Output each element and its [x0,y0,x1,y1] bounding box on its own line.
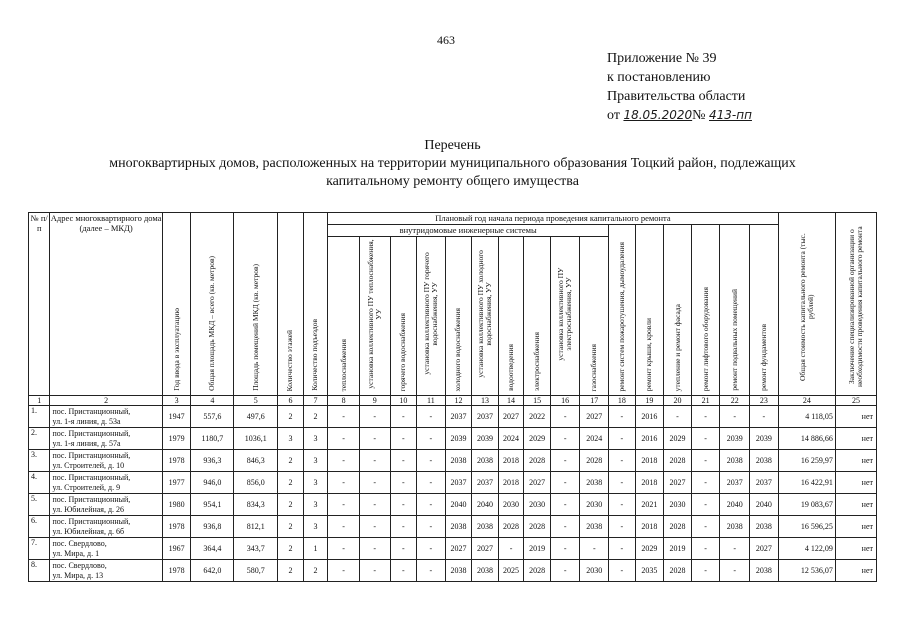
data-cell: - [417,406,446,428]
data-cell: 2029 [524,428,551,450]
table-row [29,406,877,428]
column-number: 20 [664,396,692,406]
data-cell: 834,3 [234,494,278,516]
header-roof: ремонт крыши, кровли [635,225,664,396]
data-cell: - [328,494,360,516]
column-number: 21 [691,396,720,406]
from-label: от [607,108,620,123]
data-cell: - [609,472,636,494]
header-electricity-meter: установка коллективного ПУ электроснабжения, УУ [550,237,580,396]
header-heat-meter: установка коллективного ПУ теплоснабжения, УУ [359,237,390,396]
data-cell: - [609,450,636,472]
address-cell [50,538,162,560]
data-cell: 1967 [162,538,191,560]
data-cell: 2 [278,560,304,582]
data-cell: - [390,472,417,494]
data-cell: 936,8 [191,516,234,538]
data-cell: - [691,494,720,516]
data-cell: 2038 [720,450,750,472]
data-cell: 2022 [524,406,551,428]
address-line-2: ул. Мира, д. 13 [52,570,104,580]
data-cell: - [691,538,720,560]
header-conclusion: Заключение специализированной организации о необходимости проведения капитального ремонта [835,213,876,396]
data-cell: 2038 [580,472,609,494]
address-cell [50,494,162,516]
data-cell: - [580,538,609,560]
data-cell: - [691,450,720,472]
data-cell: 2037 [720,472,750,494]
data-cell: 2028 [664,450,692,472]
data-cell: 2027 [580,406,609,428]
data-cell: 2035 [635,560,664,582]
appendix-line-1: Приложение № 39 [607,51,717,66]
data-cell: - [691,516,720,538]
address-cell [50,450,162,472]
column-number: 9 [359,396,390,406]
data-cell: 2028 [498,516,524,538]
data-cell: 1978 [162,450,191,472]
column-number: 15 [524,396,551,406]
header-gas: газоснабжения [580,237,609,396]
column-number: 16 [550,396,580,406]
data-cell: - [417,428,446,450]
data-cell: 2039 [445,428,472,450]
address-line-2: ул. Строителей, д. 10 [52,460,125,470]
data-cell: 1980 [162,494,191,516]
data-cell: - [328,560,360,582]
data-cell: 936,3 [191,450,234,472]
header-cost: Общая стоимость капитального ремонта (тыс. рублей) [778,213,835,396]
data-cell: 2030 [498,494,524,516]
data-cell: 2018 [498,472,524,494]
data-cell: 2 [278,472,304,494]
data-cell: - [609,560,636,582]
column-number: 6 [278,396,304,406]
data-cell: 2038 [750,516,779,538]
appendix-line-2: к постановлению [607,70,711,85]
data-cell: 2018 [635,450,664,472]
data-cell: - [417,560,446,582]
row-number: 7. [29,538,50,560]
data-cell: 856,0 [234,472,278,494]
header-foundation: ремонт фундаментов [750,225,779,396]
data-cell: 2037 [472,406,499,428]
data-cell: 2027 [498,406,524,428]
data-cell: 2 [303,406,328,428]
data-cell: нет [835,538,876,560]
header-heating: теплоснабжения [328,237,360,396]
data-cell: 2040 [750,494,779,516]
data-cell: 1947 [162,406,191,428]
row-number: 1. [29,406,50,428]
address-line-1: пос. Пристанционный, [52,406,131,416]
address-cell [50,406,162,428]
data-cell: 2024 [498,428,524,450]
data-cell: 3 [278,428,304,450]
data-cell: нет [835,472,876,494]
document-title [0,137,905,191]
row-number: 6. [29,516,50,538]
table-row [29,472,877,494]
data-cell: - [691,472,720,494]
data-cell: - [390,406,417,428]
column-number: 25 [835,396,876,406]
column-number: 13 [472,396,499,406]
data-cell: нет [835,406,876,428]
data-cell: 2030 [524,494,551,516]
data-cell: - [609,538,636,560]
header-cold-water-meter: установка коллективного ПУ холодного водоснабжения, УУ [472,237,499,396]
register-table [28,212,877,582]
data-cell: 2038 [750,560,779,582]
appendix-date-line [607,106,752,125]
data-cell: 16 422,91 [778,472,835,494]
address-line-1: пос. Свердлово, [52,560,107,570]
data-cell: 2039 [472,428,499,450]
data-cell: 2028 [664,516,692,538]
data-cell: 2019 [664,538,692,560]
data-cell: - [609,428,636,450]
data-cell: 12 536,07 [778,560,835,582]
data-cell: 2039 [750,428,779,450]
data-cell: 2038 [472,560,499,582]
data-cell: 2037 [445,406,472,428]
data-cell: - [691,406,720,428]
data-cell: - [390,494,417,516]
data-cell: нет [835,560,876,582]
header-elevator: ремонт лифтового оборудования [691,225,720,396]
column-number: 17 [580,396,609,406]
title-line-2: многоквартирных домов, расположенных на территории муниципального образования Тоцкий район, подлежащих [109,156,796,171]
data-cell: 2038 [580,516,609,538]
data-cell: 2016 [635,428,664,450]
data-cell: 2038 [472,450,499,472]
data-cell: - [609,516,636,538]
table-row [29,450,877,472]
column-number: 11 [417,396,446,406]
data-cell: - [359,472,390,494]
data-cell: 2038 [472,516,499,538]
row-number: 8. [29,560,50,582]
data-cell: 2038 [750,450,779,472]
data-cell: - [498,538,524,560]
header-hot-water-meter: установка коллективного ПУ горячего водоснабжения, УУ [417,237,446,396]
data-cell: 2019 [524,538,551,560]
data-cell: - [390,516,417,538]
title-line-1: Перечень [424,138,481,153]
table-row [29,560,877,582]
data-cell: 2027 [664,472,692,494]
data-cell: 1978 [162,516,191,538]
column-number: 23 [750,396,779,406]
data-cell: 2028 [580,450,609,472]
data-cell: 2040 [720,494,750,516]
data-cell: - [691,560,720,582]
data-cell: 2028 [524,516,551,538]
data-cell: - [390,428,417,450]
data-cell: 2029 [635,538,664,560]
data-cell: 14 886,66 [778,428,835,450]
data-cell: 2025 [498,560,524,582]
data-cell: - [550,516,580,538]
data-cell: нет [835,450,876,472]
data-cell: - [359,538,390,560]
data-cell: - [750,406,779,428]
data-cell: - [359,516,390,538]
column-number: 10 [390,396,417,406]
page-number: 463 [437,33,455,47]
data-cell: 4 122,09 [778,538,835,560]
header-sewerage: водоотведения [498,237,524,396]
header-total-area: Общая площадь МКД – всего (кв. метров) [191,213,234,396]
column-number: 4 [191,396,234,406]
header-planned-year: Плановый год начала периода проведения капитального ремонта [328,213,778,225]
address-line-2: ул. 1-я линия, д. 53а [52,416,121,426]
address-line-1: пос. Пристанционный, [52,428,131,438]
data-cell: - [550,406,580,428]
column-number: 12 [445,396,472,406]
data-cell: - [691,428,720,450]
data-cell: 2 [278,406,304,428]
title-line-3: капитальному ремонту общего имущества [326,174,579,189]
address-line-2: ул. Строителей, д. 9 [52,482,121,492]
address-line-2: ул. Юбилейная, д. 6б [52,526,125,536]
column-number: 22 [720,396,750,406]
data-cell: 2 [278,538,304,560]
header-floors: Количество этажей [278,213,304,396]
header-address: Адрес многоквартирного дома (далее – МКД) [50,213,162,396]
address-line-1: пос. Пристанционный, [52,494,131,504]
data-cell: - [550,494,580,516]
column-numbers-row [29,396,877,406]
data-cell: 2030 [580,560,609,582]
appendix-block [607,49,752,125]
data-cell: 4 118,05 [778,406,835,428]
address-cell [50,428,162,450]
table-row [29,538,877,560]
data-cell: - [720,538,750,560]
data-cell: 3 [303,428,328,450]
header-premises-area: Площадь помещений МКД (кв. метров) [234,213,278,396]
table-body [29,396,877,582]
data-cell: - [359,494,390,516]
data-cell: - [359,450,390,472]
column-number: 14 [498,396,524,406]
data-cell: 364,4 [191,538,234,560]
data-cell: 2027 [445,538,472,560]
address-cell [50,560,162,582]
data-cell: 343,7 [234,538,278,560]
data-cell: - [328,428,360,450]
data-cell: 2027 [750,538,779,560]
data-cell: 2037 [750,472,779,494]
data-cell: 2 [278,494,304,516]
data-cell: - [550,472,580,494]
data-cell: - [720,406,750,428]
data-cell: - [417,538,446,560]
header-facade: утепление и ремонт фасада [664,225,692,396]
data-cell: 2018 [635,516,664,538]
header-cold-water: холодного водоснабжения [445,237,472,396]
data-cell: - [550,450,580,472]
data-cell: 2021 [635,494,664,516]
data-cell: 642,0 [191,560,234,582]
data-cell: 2 [303,560,328,582]
data-cell: 2038 [445,516,472,538]
column-number: 3 [162,396,191,406]
column-number: 7 [303,396,328,406]
row-number: 2. [29,428,50,450]
data-cell: - [550,560,580,582]
data-cell: - [390,450,417,472]
address-cell [50,472,162,494]
data-cell: 16 259,97 [778,450,835,472]
handwritten-number: 413-пп [709,108,752,122]
data-cell: 2030 [664,494,692,516]
appendix-line-3: Правительства области [607,89,746,104]
data-cell: - [417,494,446,516]
data-cell: - [609,406,636,428]
table-row [29,494,877,516]
header-year-built: Год ввода в эксплуатацию [162,213,191,396]
data-cell: - [609,494,636,516]
data-cell: - [328,450,360,472]
data-cell: 19 083,67 [778,494,835,516]
data-cell: 2018 [498,450,524,472]
header-fire: ремонт систем пожаротушения, дымоудаления [609,225,636,396]
data-cell: нет [835,516,876,538]
data-cell: 2040 [472,494,499,516]
data-cell: 846,3 [234,450,278,472]
column-number: 24 [778,396,835,406]
data-cell: 2028 [524,560,551,582]
data-cell: - [359,428,390,450]
data-cell: - [417,516,446,538]
data-cell: 2037 [472,472,499,494]
data-cell: - [417,472,446,494]
data-cell: - [328,538,360,560]
data-cell: нет [835,494,876,516]
data-cell: 2030 [580,494,609,516]
data-cell: 2027 [472,538,499,560]
data-cell: - [328,516,360,538]
header-basement: ремонт подвальных помещений [720,225,750,396]
data-cell: 16 596,25 [778,516,835,538]
data-cell: 954,1 [191,494,234,516]
data-cell: - [390,560,417,582]
data-cell: - [328,406,360,428]
data-cell: - [359,406,390,428]
data-cell: - [664,406,692,428]
data-cell: - [328,472,360,494]
table-row [29,516,877,538]
data-cell: 497,6 [234,406,278,428]
data-cell: 2037 [445,472,472,494]
data-cell: 2028 [524,450,551,472]
address-line-2: ул. Юбилейная, д. 26 [52,504,125,514]
address-line-1: пос. Пристанционный, [52,450,131,460]
address-cell [50,516,162,538]
data-cell: 2 [278,450,304,472]
data-cell: 2027 [524,472,551,494]
address-line-1: пос. Пристанционный, [52,472,131,482]
data-cell: 946,0 [191,472,234,494]
data-cell: - [417,450,446,472]
data-cell: 1 [303,538,328,560]
header-electricity: электроснабжения [524,237,551,396]
data-cell: 557,6 [191,406,234,428]
data-cell: - [390,538,417,560]
column-number: 8 [328,396,360,406]
data-cell: - [720,560,750,582]
row-number: 3. [29,450,50,472]
column-number: 19 [635,396,664,406]
header-hot-water: горячего водоснабжения [390,237,417,396]
data-cell: 1036,1 [234,428,278,450]
data-cell: 2038 [445,450,472,472]
header-engineering: внутридомовые инженерные системы [328,225,609,237]
address-line-2: ул. 1-я линия, д. 57а [52,438,121,448]
data-cell: 1979 [162,428,191,450]
data-cell: 3 [303,494,328,516]
data-cell: 3 [303,450,328,472]
data-cell: 1180,7 [191,428,234,450]
data-cell: 2018 [635,472,664,494]
data-cell: 1978 [162,560,191,582]
header-num: № п/п [29,213,50,396]
table-row [29,428,877,450]
row-number: 5. [29,494,50,516]
data-cell: - [550,428,580,450]
column-number: 18 [609,396,636,406]
data-cell: 2029 [664,428,692,450]
row-number: 4. [29,472,50,494]
data-cell: 1977 [162,472,191,494]
data-cell: 3 [303,472,328,494]
data-cell: 2024 [580,428,609,450]
data-cell: 812,1 [234,516,278,538]
address-line-1: пос. Пристанционный, [52,516,131,526]
data-cell: 2038 [445,560,472,582]
data-cell: 2039 [720,428,750,450]
data-cell: - [550,538,580,560]
handwritten-date: 18.05.2020 [623,108,693,122]
data-cell: 2028 [664,560,692,582]
data-cell: нет [835,428,876,450]
data-cell: 2016 [635,406,664,428]
data-cell: 2040 [445,494,472,516]
column-number: 2 [50,396,162,406]
number-label: № [692,108,706,123]
address-line-2: ул. Мира, д. 1 [52,548,100,558]
data-cell: 580,7 [234,560,278,582]
column-number: 1 [29,396,50,406]
address-line-1: пос. Свердлово, [52,538,107,548]
data-cell: 3 [303,516,328,538]
header-entrances: Количество подъездов [303,213,328,396]
data-cell: - [359,560,390,582]
data-cell: 2 [278,516,304,538]
column-number: 5 [234,396,278,406]
data-cell: 2038 [720,516,750,538]
